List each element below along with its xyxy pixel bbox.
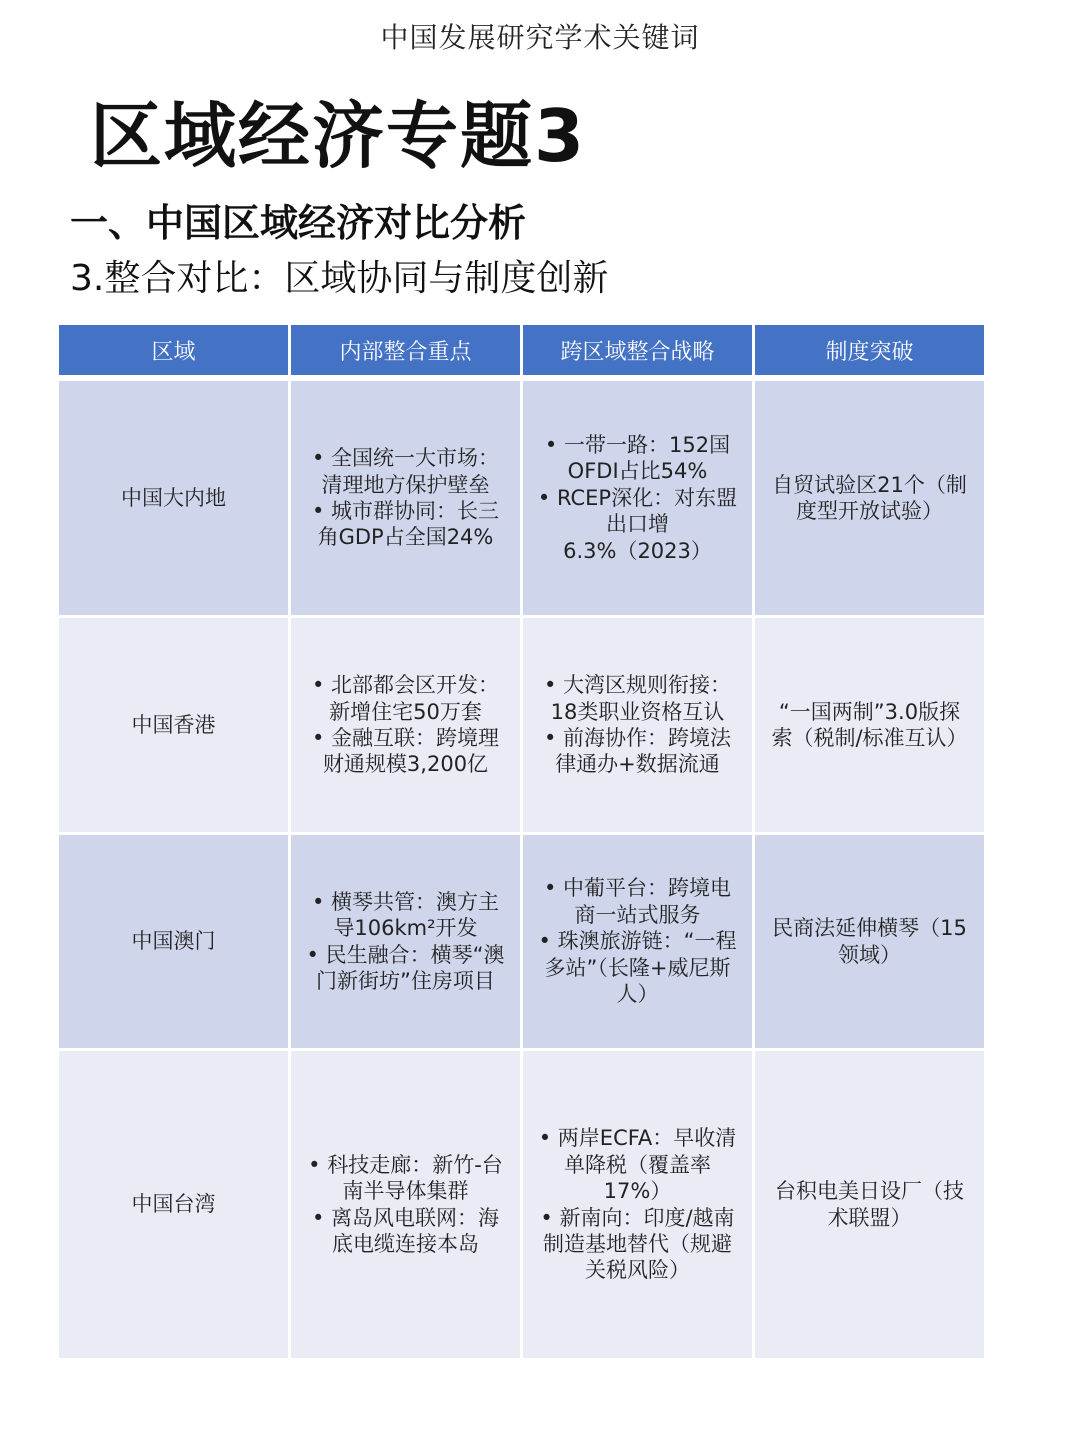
cross-cell bbox=[523, 618, 752, 835]
table-row bbox=[59, 1051, 984, 1361]
cross-item: • 新南向：印度/越南制造基地替代（规避关税风险） bbox=[540, 1205, 735, 1283]
header-internal: 内部整合重点 bbox=[291, 325, 520, 381]
header-institution: 制度突破 bbox=[755, 325, 984, 381]
cross-item: • 大湾区规则衔接：18类职业资格互认 bbox=[543, 673, 732, 724]
top-caption: 中国发展研究学术关键词 bbox=[380, 21, 700, 54]
internal-item: • 科技走廊：新竹-台南半导体集群 bbox=[308, 1152, 503, 1204]
header-region: 区域 bbox=[59, 325, 288, 381]
cross-item: • RCEP深化：对东盟出口增6.3%（2023） bbox=[537, 485, 738, 563]
table-header-row bbox=[59, 325, 984, 381]
internal-item: • 金融互联：跨境理财通规模3,200亿 bbox=[311, 726, 500, 777]
region-cell: 中国香港 bbox=[59, 618, 288, 835]
cross-cell bbox=[523, 381, 752, 618]
table-row bbox=[59, 835, 984, 1051]
header-cross: 跨区域整合战略 bbox=[523, 325, 752, 381]
institution-cell bbox=[755, 381, 984, 618]
institution-cell bbox=[755, 835, 984, 1051]
section-title: 一、中国区域经济对比分析 bbox=[70, 201, 527, 245]
cross-item: • 中葡平台：跨境电商一站式服务 bbox=[543, 876, 732, 927]
internal-item: • 离岛风电联网：海底电缆连接本岛 bbox=[311, 1205, 500, 1256]
institution-cell bbox=[755, 1051, 984, 1361]
table-row bbox=[59, 618, 984, 835]
institution-item: “一国两制”3.0版探索（税制/标准互认） bbox=[771, 699, 968, 750]
internal-cell bbox=[291, 835, 520, 1051]
institution-cell bbox=[755, 618, 984, 835]
cross-item: • 两岸ECFA：早收清单降税（覆盖率17%） bbox=[538, 1126, 737, 1204]
internal-cell bbox=[291, 618, 520, 835]
cross-cell bbox=[523, 835, 752, 1051]
internal-item: • 民生融合：横琴“澳门新街坊”住房项目 bbox=[306, 942, 505, 993]
region-cell: 中国澳门 bbox=[59, 835, 288, 1051]
internal-item: • 城市群协同：长三角GDP占全国24% bbox=[311, 499, 500, 550]
internal-item: • 全国统一大市场：清理地方保护壁垒 bbox=[311, 446, 500, 497]
sub-title: 3.整合对比：区域协同与制度创新 bbox=[70, 258, 609, 299]
institution-item: 台积电美日设厂（技术联盟） bbox=[775, 1179, 964, 1230]
table-row bbox=[59, 381, 984, 618]
region-cell: 中国台湾 bbox=[59, 1051, 288, 1361]
region-cell: 中国大内地 bbox=[59, 381, 288, 618]
comparison-table bbox=[56, 325, 987, 1361]
cross-cell bbox=[523, 1051, 752, 1361]
internal-item: • 北部都会区开发：新增住宅50万套 bbox=[311, 673, 500, 724]
cross-item: • 前海协作：跨境法律通办+数据流通 bbox=[543, 726, 732, 777]
main-title: 区域经济专题3 bbox=[90, 94, 587, 178]
institution-item: 自贸试验区21个（制度型开放试验） bbox=[772, 472, 967, 523]
internal-cell bbox=[291, 1051, 520, 1361]
internal-cell bbox=[291, 381, 520, 618]
cross-item: • 一带一路：152国OFDI占比54% bbox=[544, 432, 731, 484]
institution-item: 民商法延伸横琴（15领域） bbox=[772, 916, 967, 967]
cross-item: • 珠澳旅游链：“一程多站”（长隆+威尼斯人） bbox=[538, 929, 737, 1007]
internal-item: • 横琴共管：澳方主导106km²开发 bbox=[311, 889, 500, 941]
